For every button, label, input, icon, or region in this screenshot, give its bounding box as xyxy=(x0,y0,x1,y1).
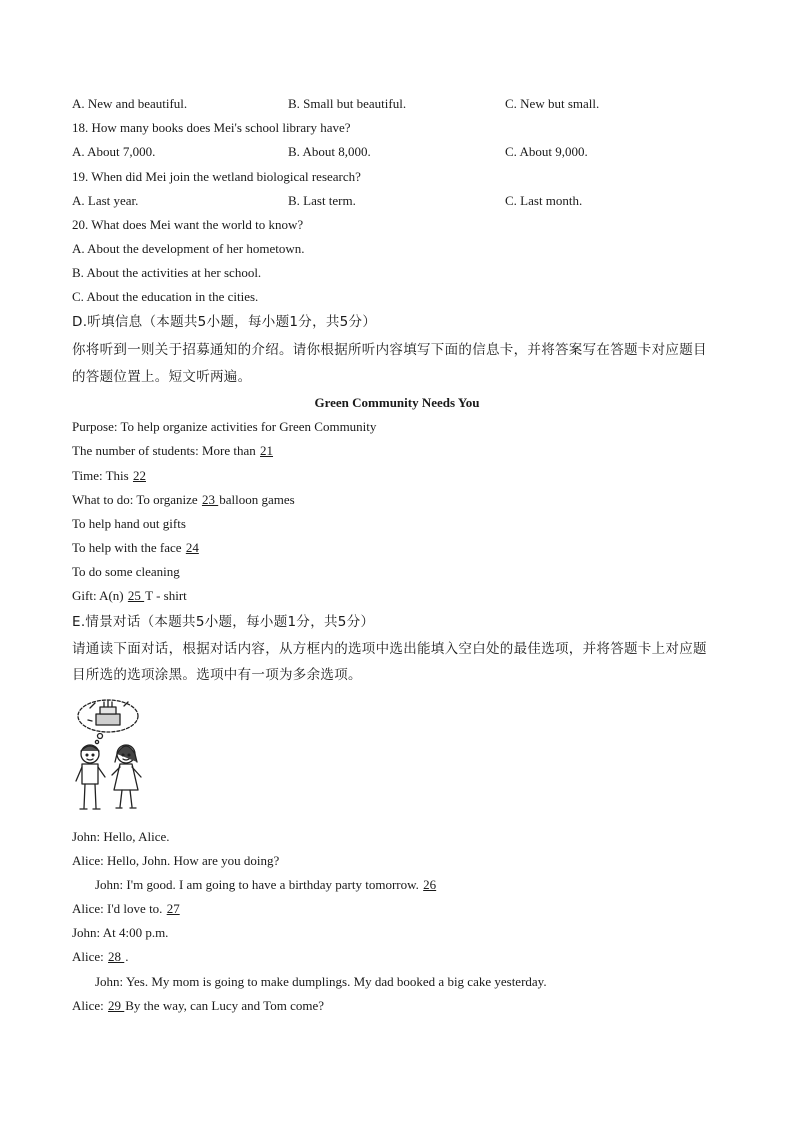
card-hand-out-gifts: To help hand out gifts xyxy=(72,516,186,531)
section-d-instruction-1: 你将听到一则关于招募通知的介绍。请你根据所听内容填写下面的信息卡，并将答案写在答题卡对应题目 xyxy=(72,342,707,358)
q18-option-c: C. About 9,000. xyxy=(505,144,588,159)
q17-option-a: A. New and beautiful. xyxy=(72,96,188,111)
number-label: The number of students: More than xyxy=(72,443,260,458)
blank-21: 21 xyxy=(260,443,274,458)
q20-question: 20. What does Mei want the world to know? xyxy=(72,217,304,232)
blank-27: 27 xyxy=(166,901,180,916)
blank-23: 23 xyxy=(201,492,219,507)
what-suffix: balloon games xyxy=(219,492,295,507)
q20-option-b: B. About the activities at her school. xyxy=(72,265,262,280)
q18-question: 18. How many books does Mei's school library have? xyxy=(72,120,351,135)
dialogue-line-4-text: Alice: I'd love to. xyxy=(72,901,166,916)
card-number-of-students xyxy=(72,443,274,459)
card-purpose: Purpose: To help organize activities for Green Community xyxy=(72,419,377,434)
card-face xyxy=(72,540,200,556)
card-gift xyxy=(72,588,187,604)
what-label: What to do: To organize xyxy=(72,492,201,507)
boy-girl-birthday-cake-illustration xyxy=(70,694,150,822)
card-time xyxy=(72,468,147,484)
time-label: Time: This xyxy=(72,468,132,483)
gift-label: Gift: A(n) xyxy=(72,588,127,603)
section-e-instruction-2: 目所选的选项涂黑。选项中有一项为多余选项。 xyxy=(72,667,362,683)
section-e-heading: E.情景对话（本题共5小题，每小题1分，共5分） xyxy=(72,614,375,630)
info-card-title: Green Community Needs You xyxy=(314,395,480,410)
dialogue-line-8-suffix: By the way, can Lucy and Tom come? xyxy=(125,998,324,1013)
blank-24: 24 xyxy=(185,540,199,555)
blank-22: 22 xyxy=(132,468,146,483)
section-d-heading: D.听填信息（本题共5小题，每小题1分，共5分） xyxy=(72,314,377,330)
dialogue-line-6-suffix: . xyxy=(125,949,129,964)
q17-option-b: B. Small but beautiful. xyxy=(288,96,407,111)
dialogue-line-3 xyxy=(95,877,437,893)
q19-option-c: C. Last month. xyxy=(505,193,583,208)
card-cleaning: To do some cleaning xyxy=(72,564,180,579)
dialogue-line-5: John: At 4:00 p.m. xyxy=(72,925,169,940)
q19-question: 19. When did Mei join the wetland biological research? xyxy=(72,169,361,184)
blank-25: 25 xyxy=(127,588,145,603)
face-label: To help with the face xyxy=(72,540,185,555)
q20-option-a: A. About the development of her hometown. xyxy=(72,241,305,256)
dialogue-line-8-text: Alice: xyxy=(72,998,108,1013)
gift-suffix: T - shirt xyxy=(145,588,187,603)
section-e-instruction-1: 请通读下面对话，根据对话内容，从方框内的选项中选出能填入空白处的最佳选项，并将答题卡上对应题 xyxy=(72,641,707,657)
dialogue-line-6-text: Alice: xyxy=(72,949,108,964)
dialogue-line-1: John: Hello, Alice. xyxy=(72,829,170,844)
dialogue-line-8 xyxy=(72,998,324,1014)
q19-option-a: A. Last year. xyxy=(72,193,139,208)
blank-29: 29 xyxy=(108,998,125,1013)
card-what-to-do xyxy=(72,492,295,508)
q20-option-c: C. About the education in the cities. xyxy=(72,289,259,304)
dialogue-line-7: John: Yes. My mom is going to make dumplings. My dad booked a big cake yesterday. xyxy=(95,974,547,989)
dialogue-line-3-text: John: I'm good. I am going to have a birthday party tomorrow. xyxy=(95,877,423,892)
section-d-instruction-2: 的答题位置上。短文听两遍。 xyxy=(72,369,252,385)
blank-28: 28 xyxy=(108,949,125,964)
dialogue-line-4 xyxy=(72,901,181,917)
dialogue-line-2: Alice: Hello, John. How are you doing? xyxy=(72,853,280,868)
q17-option-c: C. New but small. xyxy=(505,96,600,111)
dialogue-line-6 xyxy=(72,949,129,965)
blank-26: 26 xyxy=(423,877,437,892)
q18-option-b: B. About 8,000. xyxy=(288,144,371,159)
q18-option-a: A. About 7,000. xyxy=(72,144,156,159)
q19-option-b: B. Last term. xyxy=(288,193,356,208)
